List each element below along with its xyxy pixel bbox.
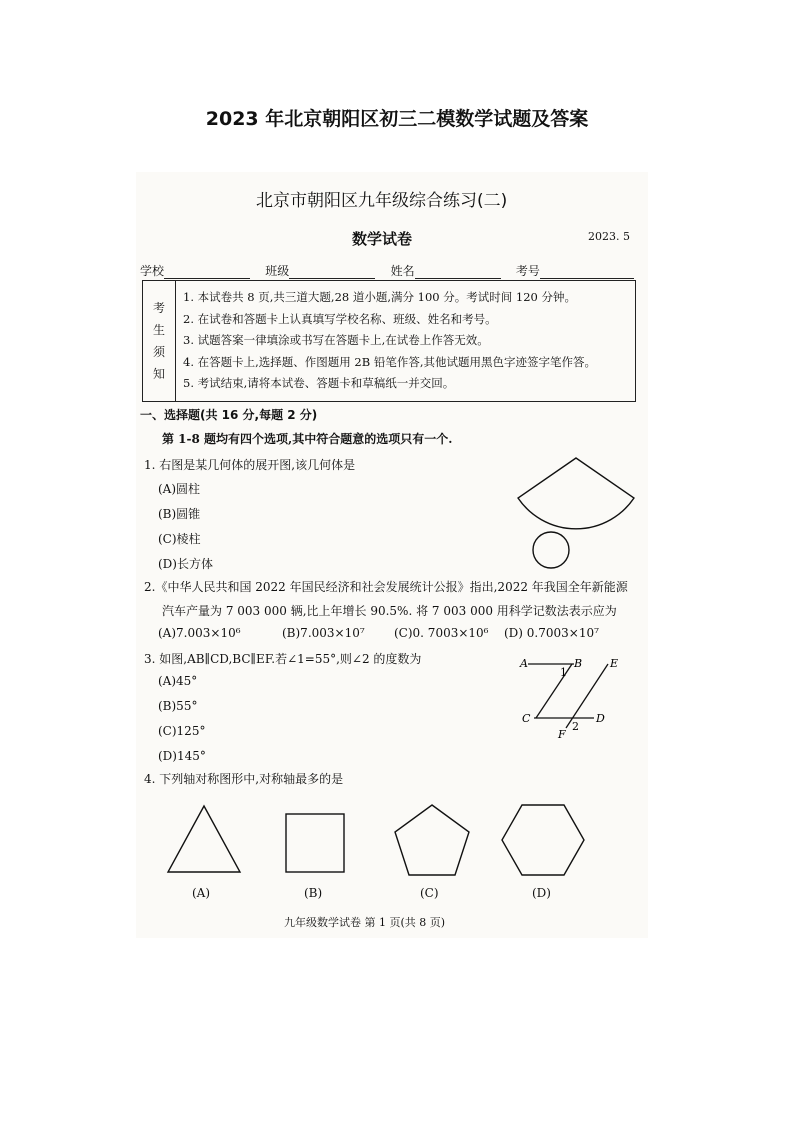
- label-angle-2: 2: [572, 720, 579, 733]
- name-field-label: 姓名: [390, 264, 415, 278]
- document-title: 2023 年北京朝阳区初三二模数学试题及答案: [205, 108, 589, 130]
- notice-item: 2. 在试卷和答题卡上认真填写学校名称、班级、姓名和考号。: [183, 311, 497, 326]
- exam-page-scan: [136, 172, 648, 938]
- q2-stem-line1: 2.《中华人民共和国 2022 年国民经济和社会发展统计公报》指出,2022 年我国全年新能源: [144, 580, 628, 594]
- q3-stem: 3. 如图,AB∥CD,BC∥EF.若∠1=55°,则∠2 的度数为: [144, 652, 422, 666]
- cone-net-figure: [514, 458, 638, 570]
- q1-option-d[interactable]: (D)长方体: [158, 557, 213, 571]
- notice-box: [142, 280, 636, 402]
- q1-option-a[interactable]: (A)圆柱: [158, 482, 201, 496]
- exam-number-field-label: 考号: [515, 264, 540, 278]
- q3-option-b[interactable]: (B)55°: [158, 699, 198, 713]
- notice-list: [183, 287, 596, 395]
- notice-label-char: 须: [152, 345, 165, 359]
- q1-option-c[interactable]: (C)棱柱: [158, 532, 201, 546]
- triangle-shape: [168, 806, 240, 872]
- page-footer: 九年级数学试卷 第 1 页(共 8 页): [284, 916, 446, 929]
- school-field-label: 学校: [140, 264, 165, 278]
- section-instruction: 第 1-8 题均有四个选项,其中符合题意的选项只有一个.: [162, 432, 453, 446]
- notice-item: 5. 考试结束,请将本试卷、答题卡和草稿纸一并交回。: [183, 376, 455, 390]
- q3-option-d[interactable]: (D)145°: [158, 749, 206, 763]
- exam-date: 2023. 5: [588, 230, 630, 243]
- hexagon-shape: [502, 805, 584, 875]
- q2-option-d[interactable]: (D) 0.7003×10⁷: [504, 626, 599, 640]
- q4-option-a[interactable]: (A): [192, 886, 211, 900]
- q1-option-b[interactable]: (B)圆锥: [158, 507, 201, 521]
- name-field-line[interactable]: [415, 266, 501, 279]
- parallel-lines-figure: [514, 656, 634, 742]
- section-heading: 一、选择题(共 16 分,每题 2 分): [140, 408, 318, 422]
- q4-option-b[interactable]: (B): [304, 886, 323, 900]
- triangle-figure: [164, 802, 244, 876]
- notice-label: [143, 281, 176, 401]
- q2-option-a[interactable]: (A)7.003×10⁶: [158, 626, 241, 640]
- q2-option-b[interactable]: (B)7.003×10⁷: [282, 626, 365, 640]
- q3-option-a[interactable]: (A)45°: [158, 674, 198, 688]
- cone-sector-shape: [518, 458, 634, 529]
- exam-subject: 数学试卷: [352, 230, 413, 248]
- notice-item: 4. 在答题卡上,选择题、作图题用 2B 铅笔作答,其他试题用黑色字迹签字笔作答。: [183, 354, 597, 369]
- notice-label-char: 知: [152, 367, 165, 381]
- notice-label-char: 考: [152, 301, 165, 315]
- q3-option-c[interactable]: (C)125°: [158, 724, 206, 738]
- pentagon-shape: [395, 805, 469, 875]
- q4-option-d[interactable]: (D): [532, 886, 551, 900]
- q1-stem: 1. 右图是某几何体的展开图,该几何体是: [144, 458, 356, 472]
- hexagon-figure: [500, 802, 586, 878]
- exam-number-field-line[interactable]: [540, 266, 634, 279]
- q2-stem-line2: 汽车产量为 7 003 000 辆,比上年增长 90.5%. 将 7 003 000 用科学记数法表示应为: [162, 604, 617, 618]
- label-d: D: [596, 712, 605, 725]
- pentagon-figure: [392, 802, 472, 878]
- notice-item: 1. 本试卷共 8 页,共三道大题,28 道小题,满分 100 分。考试时间 120 分钟。: [183, 290, 577, 304]
- student-info-row: [140, 262, 640, 279]
- label-angle-1: 1: [560, 666, 567, 679]
- square-shape: [286, 814, 344, 872]
- label-a: A: [520, 657, 528, 670]
- class-field-label: 班级: [265, 264, 290, 278]
- square-figure: [284, 812, 346, 874]
- label-c: C: [522, 712, 531, 725]
- q4-option-c[interactable]: (C): [420, 886, 439, 900]
- q2-option-c[interactable]: (C)0. 7003×10⁶: [394, 626, 489, 640]
- q4-stem: 4. 下列轴对称图形中,对称轴最多的是: [144, 772, 344, 786]
- class-field-line[interactable]: [289, 266, 375, 279]
- exam-title: 北京市朝阳区九年级综合练习(二): [256, 191, 508, 211]
- notice-label-char: 生: [152, 323, 165, 337]
- label-f: F: [558, 728, 566, 741]
- notice-item: 3. 试题答案一律填涂或书写在答题卡上,在试卷上作答无效。: [183, 333, 489, 347]
- cone-base-circle: [533, 532, 569, 568]
- label-e: E: [610, 657, 619, 670]
- label-b: B: [574, 657, 583, 670]
- school-field-line[interactable]: [164, 266, 250, 279]
